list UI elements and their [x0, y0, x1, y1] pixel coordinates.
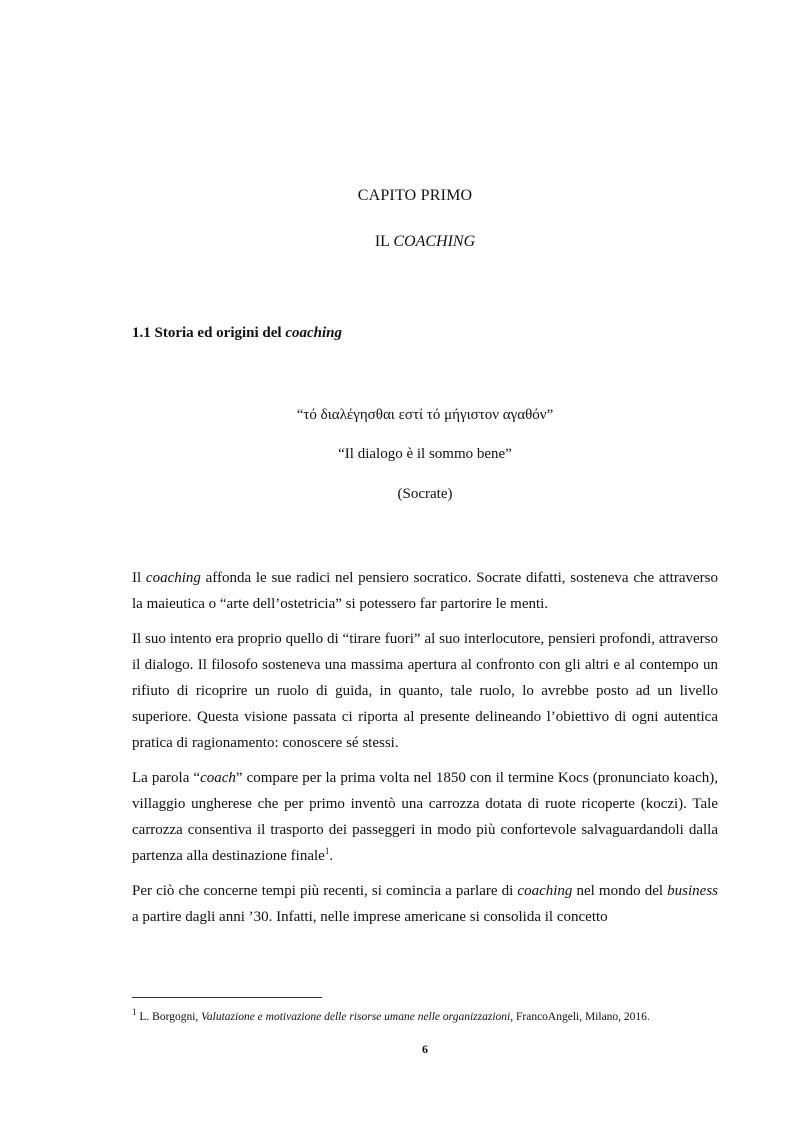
p1-italic: coaching	[145, 570, 201, 586]
chapter-title	[0, 233, 794, 251]
p1-text-c: affonda le sue radici nel pensiero socratico. Socrate difatti, sosteneva che attraverso la maieutica o “arte dell’ostetricia” si potessero far partorire le menti.	[132, 570, 718, 612]
footnote-ref[interactable]: 1	[324, 846, 330, 856]
chapter-title-prefix: IL	[374, 233, 390, 250]
footnote	[113, 1007, 718, 1025]
section-heading	[132, 325, 342, 342]
epigraph-author: (Socrate)	[397, 486, 453, 502]
page-number: 6	[422, 1042, 428, 1056]
chapter-label: CAPITO PRIMO	[357, 187, 473, 204]
p4-italic-business: business	[667, 883, 718, 899]
body-text	[132, 565, 718, 939]
epigraph-greek: “τό διαλέγησθαι εστί τό μήγιστον αγαθόν”	[296, 407, 554, 423]
footnote-title: Valutazione e motivazione delle risorse umane nelle organizzazioni	[201, 1011, 511, 1023]
section-heading-text: 1.1 Storia ed origini del	[132, 325, 282, 341]
p3-text-d: .	[329, 848, 334, 864]
footnote-number: 1	[132, 1007, 137, 1018]
p3-text-c: ” compare per la prima volta nel 1850 con il termine Kocs (pronunciato koach), villaggio ungherese che per primo inventò una carrozza dotata di ruote ricoperte (koczi). Tale carrozza consentiva il trasporto dei passeggeri in modo più confortevole salvaguardandoli dalla partenza alla destinazione finale	[132, 770, 718, 864]
p3-text-a: La parola “	[132, 770, 201, 786]
paragraph-3	[132, 765, 718, 869]
p1-text-a: Il	[132, 570, 146, 586]
paragraph-4	[132, 878, 718, 930]
section-heading-italic: coaching	[285, 325, 343, 341]
epigraph-italian: “Il dialogo è il sommo bene”	[338, 446, 512, 462]
p4-text-e: a partire dagli anni ’30. Infatti, nelle imprese americane si consolida il concetto	[132, 909, 608, 925]
paragraph-1	[132, 565, 718, 617]
p4-italic-coaching: coaching	[517, 883, 573, 899]
footnote-rest: , FrancoAngeli, Milano, 2016.	[510, 1011, 650, 1023]
footnote-divider	[132, 997, 322, 998]
paragraph-2: Il suo intento era proprio quello di “tirare fuori” al suo interlocutore, pensieri profondi, attraverso il dialogo. Il filosofo sosteneva una massima apertura al confronto con gli altri e al contempo un rifiuto di ricoprire un ruolo di guida, in quanto, tale ruolo, lo avrebbe posto ad un livello superiore. Questa visione passata ci riporta al presente delineando l’obiettivo di ogni autentica pratica di ragionamento: conoscere sé stessi.	[132, 631, 718, 751]
chapter-title-italic: COACHING	[393, 233, 476, 250]
p4-text-a: Per ciò che concerne tempi più recenti, si comincia a parlare di	[132, 883, 518, 899]
p3-italic: coach	[200, 770, 236, 786]
p4-text-c: nel mondo del	[572, 883, 668, 899]
footnote-author: L. Borgogni,	[136, 1011, 202, 1023]
